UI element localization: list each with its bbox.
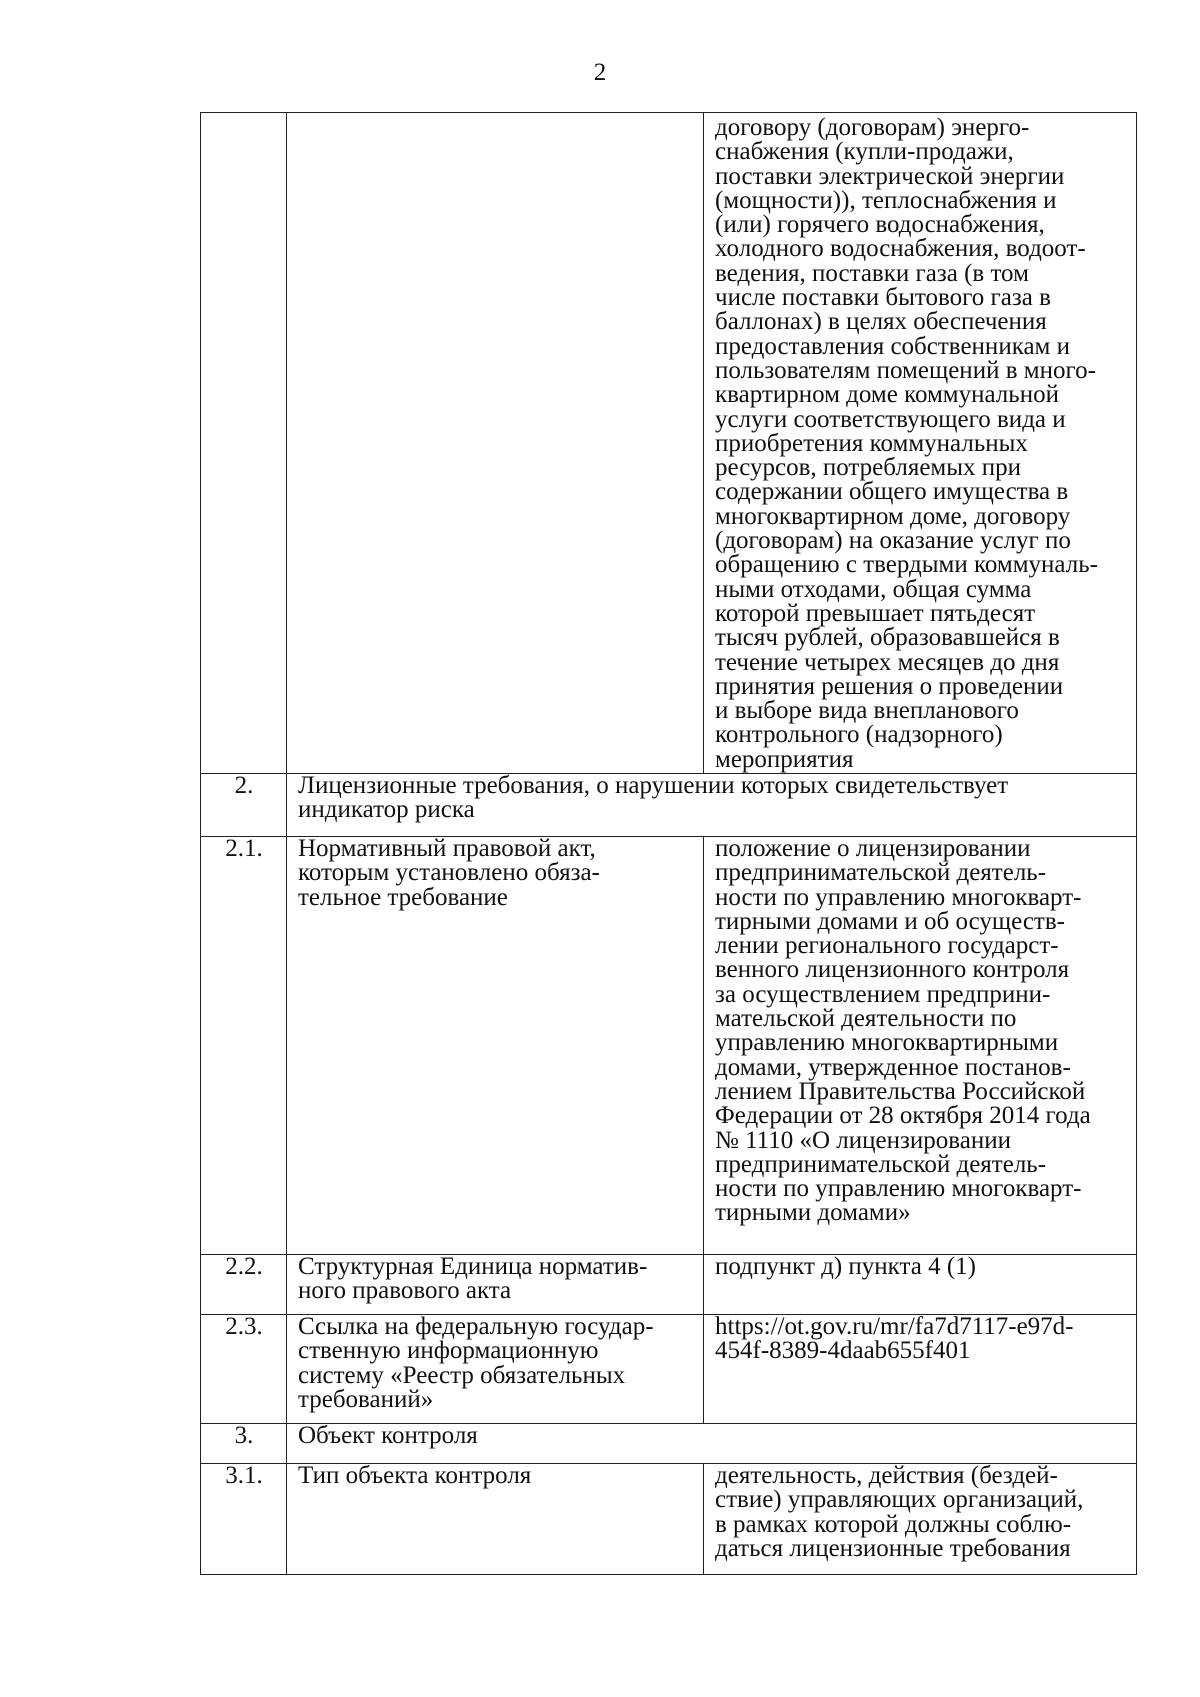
table-row [201,774,1137,837]
page-number: 2 [593,59,607,86]
row-value: положение о лицензировании предпринимательской деятель- ности по управлению многокварт- тирными домами и об осуществ- лении регионального государст- венного лицензионного контроля за осуществлением предприни- мательской деятельности по управлению многоквартирными домами, утвержденное постанов- лением Правительства Российской Федерации от 28 октября 2014 года № 1110 «О лицензировании предпринимательской деятель- ности по управлению многокварт- тирными домами» [704,837,1137,1255]
row-label [287,113,704,774]
row-number: 2.2. [201,1255,287,1315]
table-row [201,113,1137,774]
row-value: подпункт д) пункта 4 (1) [704,1255,1137,1315]
row-label: Ссылка на федеральную государ- ственную информационную систему «Реестр обязательных требований» [287,1315,704,1424]
row-label: Структурная Единица норматив- ного правового акта [287,1255,704,1315]
row-value: деятельность, действия (бездей- ствие) управляющих организаций, в рамках которой должны соблю- даться лицензионные требования [704,1464,1137,1575]
table-row [201,1424,1137,1464]
row-number: 2.1. [201,837,287,1255]
requirements-table [200,112,1137,1575]
table-row [201,1464,1137,1575]
row-value: договору (договорам) энерго- снабжения (купли-продажи, поставки электрической энергии (мощности)), теплоснабжения и (или) горячего водоснабжения, холодного водоснабжения, водоот- ведения, поставки газа (в том числе поставки бытового газа в баллонах) в целях обеспечения предоставления собственникам и пользователям помещений в много- квартирном доме коммунальной услуги соответствующего вида и приобретения коммунальных ресурсов, потребляемых при содержании общего имущества в многоквартирном доме, договору (договорам) на оказание услуг по обращению с твердыми коммуналь- ными отходами, общая сумма которой превышает пятьдесят тысяч рублей, образовавшейся в течение четырех месяцев до дня принятия решения о проведении и выборе вида внепланового контрольного (надзорного) мероприятия [704,113,1137,774]
row-number: 2. [201,774,287,837]
row-number [201,113,287,774]
reference-link[interactable]: https://ot.gov.ru/mr/fa7d7117-e97d- 454f-8389-4daab655f401 [704,1315,1137,1424]
table-row [201,1255,1137,1315]
row-label: Нормативный правовой акт, которым установлено обяза- тельное требование [287,837,704,1255]
row-number: 3. [201,1424,287,1464]
table-row [201,1315,1137,1424]
table-row [201,837,1137,1255]
row-label: Тип объекта контроля [287,1464,704,1575]
row-number: 2.3. [201,1315,287,1424]
section-heading: Лицензионные требования, о нарушении которых свидетельствует индикатор риска [287,774,1137,837]
section-heading: Объект контроля [287,1424,1137,1464]
row-number: 3.1. [201,1464,287,1575]
